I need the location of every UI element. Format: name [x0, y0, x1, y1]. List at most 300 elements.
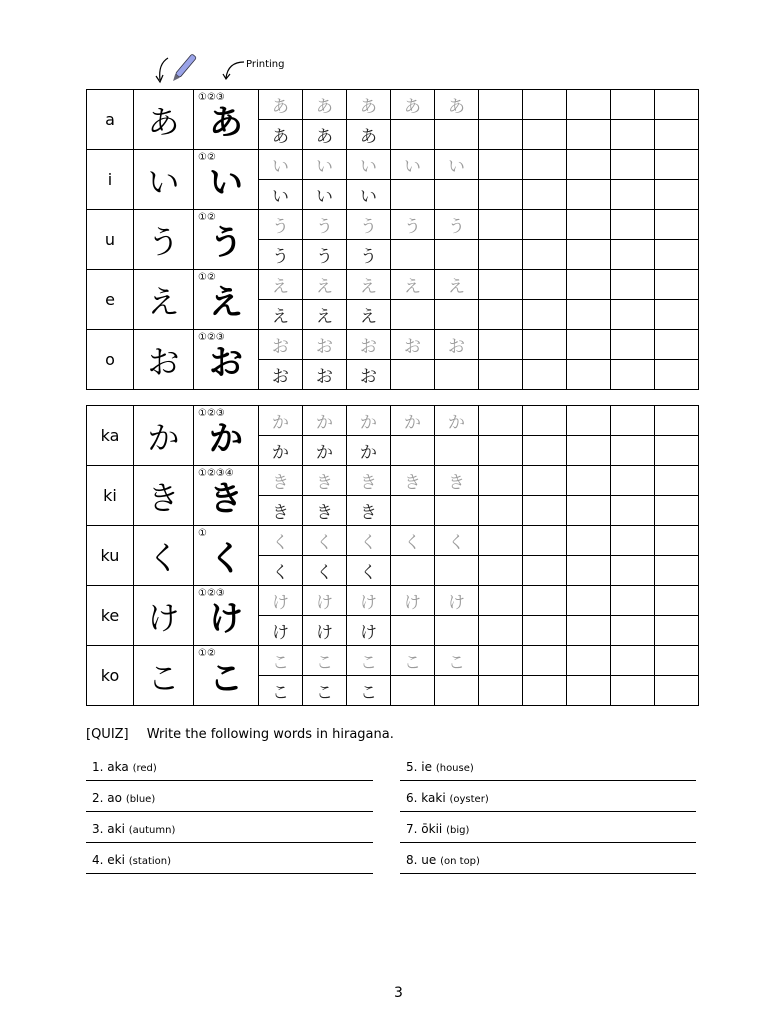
quiz-item — [400, 760, 696, 781]
handwritten-sample-cell: え — [347, 300, 391, 330]
trace-cell: け — [303, 586, 347, 616]
romaji-label: ka — [87, 406, 134, 466]
printed-kana — [194, 270, 259, 330]
trace-cell: お — [435, 330, 479, 360]
printed-kana — [194, 210, 259, 270]
trace-cell: い — [259, 150, 303, 180]
blank-cell — [435, 616, 479, 646]
trace-cell: こ — [435, 646, 479, 676]
blank-cell — [611, 150, 655, 180]
trace-cell: き — [391, 466, 435, 496]
trace-cell: か — [347, 406, 391, 436]
blank-cell — [523, 330, 567, 360]
quiz-item — [86, 853, 373, 874]
blank-cell — [611, 90, 655, 120]
blank-cell — [655, 300, 699, 330]
quiz-item-word: ao — [107, 791, 122, 805]
blank-cell — [567, 466, 611, 496]
blank-cell — [611, 300, 655, 330]
quiz-item-number: 5. — [406, 760, 418, 774]
blank-cell — [391, 240, 435, 270]
printed-kana — [194, 90, 259, 150]
printed-kana-glyph: あ — [209, 103, 243, 143]
kana-row-ke — [87, 586, 699, 616]
blank-cell — [435, 300, 479, 330]
trace-cell: け — [435, 586, 479, 616]
trace-cell: け — [347, 586, 391, 616]
trace-cell: い — [303, 150, 347, 180]
stroke-order-marks: ①②③ — [198, 92, 225, 103]
blank-cell — [523, 90, 567, 120]
blank-cell — [523, 496, 567, 526]
quiz-instruction: Write the following words in hiragana. — [146, 727, 394, 742]
blank-cell — [391, 436, 435, 466]
quiz-item-number: 1. — [92, 760, 104, 774]
blank-cell — [479, 586, 523, 616]
romaji-label: u — [87, 210, 134, 270]
quiz-item-number: 3. — [92, 822, 104, 836]
blank-cell — [523, 586, 567, 616]
blank-cell — [479, 406, 523, 436]
romaji-label: ku — [87, 526, 134, 586]
trace-cell: か — [259, 406, 303, 436]
printed-kana — [194, 150, 259, 210]
trace-cell: く — [435, 526, 479, 556]
blank-cell — [391, 556, 435, 586]
trace-cell: こ — [391, 646, 435, 676]
blank-cell — [391, 120, 435, 150]
romaji-label: ke — [87, 586, 134, 646]
blank-cell — [479, 330, 523, 360]
printed-kana-glyph: き — [209, 479, 243, 519]
romaji-label: i — [87, 150, 134, 210]
handwritten-sample-cell: く — [303, 556, 347, 586]
romaji-label: a — [87, 90, 134, 150]
quiz-item-number: 2. — [92, 791, 104, 805]
blank-cell — [567, 90, 611, 120]
trace-cell: い — [347, 150, 391, 180]
blank-cell — [479, 90, 523, 120]
cursive-kana: い — [134, 150, 194, 210]
blank-cell — [655, 210, 699, 240]
handwritten-sample-cell: う — [303, 240, 347, 270]
trace-cell: お — [259, 330, 303, 360]
blank-cell — [611, 466, 655, 496]
quiz-item-word: ie — [421, 760, 432, 774]
quiz-item-meaning: (on top) — [440, 856, 480, 867]
blank-cell — [523, 436, 567, 466]
blank-cell — [611, 330, 655, 360]
blank-cell — [611, 210, 655, 240]
blank-cell — [655, 330, 699, 360]
handwritten-sample-cell: け — [303, 616, 347, 646]
blank-cell — [655, 676, 699, 706]
stroke-order-marks: ①② — [198, 212, 216, 223]
pen-icon — [150, 50, 210, 90]
blank-cell — [523, 300, 567, 330]
blank-cell — [655, 360, 699, 390]
blank-cell — [611, 180, 655, 210]
blank-cell — [567, 646, 611, 676]
trace-cell: き — [303, 466, 347, 496]
blank-cell — [523, 676, 567, 706]
blank-cell — [611, 586, 655, 616]
trace-cell: え — [391, 270, 435, 300]
blank-cell — [523, 646, 567, 676]
blank-cell — [479, 526, 523, 556]
blank-cell — [479, 300, 523, 330]
printed-kana — [194, 406, 259, 466]
blank-cell — [567, 556, 611, 586]
trace-cell: え — [259, 270, 303, 300]
quiz-item-meaning: (big) — [446, 825, 470, 836]
quiz-item — [86, 791, 373, 812]
kana-row-ko — [87, 646, 699, 676]
trace-cell: こ — [259, 646, 303, 676]
blank-cell — [611, 406, 655, 436]
quiz-item-meaning: (oyster) — [449, 794, 489, 805]
trace-cell: く — [347, 526, 391, 556]
trace-cell: け — [259, 586, 303, 616]
handwritten-sample-cell: お — [303, 360, 347, 390]
blank-cell — [523, 270, 567, 300]
k-row-practice-table — [86, 405, 699, 706]
blank-cell — [611, 496, 655, 526]
trace-cell: あ — [391, 90, 435, 120]
cursive-kana: こ — [134, 646, 194, 706]
blank-cell — [655, 616, 699, 646]
blank-cell — [567, 616, 611, 646]
blank-cell — [611, 646, 655, 676]
blank-cell — [479, 466, 523, 496]
quiz-item-word: aka — [107, 760, 129, 774]
trace-cell: き — [259, 466, 303, 496]
trace-cell: あ — [303, 90, 347, 120]
handwritten-sample-cell: う — [259, 240, 303, 270]
blank-cell — [479, 120, 523, 150]
cursive-kana: く — [134, 526, 194, 586]
blank-cell — [479, 646, 523, 676]
handwritten-sample-cell: う — [347, 240, 391, 270]
blank-cell — [655, 496, 699, 526]
blank-cell — [435, 240, 479, 270]
blank-cell — [655, 556, 699, 586]
blank-cell — [611, 240, 655, 270]
trace-cell: く — [259, 526, 303, 556]
vowel-practice-table — [86, 89, 699, 390]
handwritten-sample-cell: お — [347, 360, 391, 390]
blank-cell — [655, 436, 699, 466]
trace-cell: う — [391, 210, 435, 240]
printed-kana — [194, 646, 259, 706]
stroke-order-marks: ① — [198, 528, 207, 539]
trace-cell: か — [391, 406, 435, 436]
blank-cell — [567, 496, 611, 526]
blank-cell — [611, 120, 655, 150]
trace-cell: か — [303, 406, 347, 436]
trace-cell: う — [435, 210, 479, 240]
trace-cell: こ — [347, 646, 391, 676]
handwritten-sample-cell: く — [259, 556, 303, 586]
trace-cell: お — [391, 330, 435, 360]
trace-cell: け — [391, 586, 435, 616]
handwritten-sample-cell: き — [303, 496, 347, 526]
quiz-item-meaning: (red) — [132, 763, 157, 774]
quiz-item-word: eki — [107, 853, 125, 867]
blank-cell — [523, 360, 567, 390]
blank-cell — [391, 496, 435, 526]
trace-cell: う — [347, 210, 391, 240]
trace-cell: き — [435, 466, 479, 496]
blank-cell — [611, 556, 655, 586]
blank-cell — [611, 616, 655, 646]
handwritten-sample-cell: け — [259, 616, 303, 646]
handwritten-sample-cell: あ — [347, 120, 391, 150]
printing-label: Printing — [246, 59, 285, 70]
kana-row-o — [87, 330, 699, 360]
blank-cell — [567, 676, 611, 706]
handwritten-sample-cell: こ — [303, 676, 347, 706]
blank-cell — [479, 270, 523, 300]
printed-kana-glyph: け — [209, 599, 243, 639]
blank-cell — [655, 466, 699, 496]
blank-cell — [611, 676, 655, 706]
blank-cell — [479, 556, 523, 586]
blank-cell — [523, 406, 567, 436]
blank-cell — [523, 210, 567, 240]
cursive-kana: あ — [134, 90, 194, 150]
blank-cell — [567, 436, 611, 466]
blank-cell — [479, 150, 523, 180]
quiz-item-meaning: (station) — [128, 856, 171, 867]
handwritten-sample-cell: い — [303, 180, 347, 210]
handwritten-sample-cell: か — [347, 436, 391, 466]
handwritten-sample-cell: あ — [303, 120, 347, 150]
blank-cell — [435, 676, 479, 706]
blank-cell — [611, 270, 655, 300]
romaji-label: e — [87, 270, 134, 330]
blank-cell — [523, 556, 567, 586]
blank-cell — [655, 586, 699, 616]
romaji-label: ki — [87, 466, 134, 526]
printed-kana-glyph: い — [209, 163, 243, 203]
blank-cell — [567, 210, 611, 240]
stroke-order-marks: ①②③ — [198, 408, 225, 419]
quiz-item-number: 4. — [92, 853, 104, 867]
printed-kana-glyph: か — [209, 419, 243, 459]
kana-row-u — [87, 210, 699, 240]
quiz-item — [400, 822, 696, 843]
blank-cell — [655, 406, 699, 436]
blank-cell — [567, 330, 611, 360]
handwritten-sample-cell: か — [303, 436, 347, 466]
blank-cell — [655, 120, 699, 150]
blank-cell — [655, 180, 699, 210]
quiz-tag: [QUIZ] — [86, 727, 129, 742]
blank-cell — [523, 526, 567, 556]
quiz-item — [400, 853, 696, 874]
blank-cell — [655, 90, 699, 120]
blank-cell — [479, 676, 523, 706]
trace-cell: あ — [347, 90, 391, 120]
trace-cell: き — [347, 466, 391, 496]
stroke-order-marks: ①② — [198, 272, 216, 283]
quiz-item-meaning: (blue) — [125, 794, 156, 805]
quiz-heading — [86, 727, 394, 742]
stroke-order-marks: ①② — [198, 648, 216, 659]
blank-cell — [567, 120, 611, 150]
printed-kana-glyph: お — [209, 343, 243, 383]
blank-cell — [567, 240, 611, 270]
kana-row-ka — [87, 406, 699, 436]
trace-cell: く — [391, 526, 435, 556]
trace-cell: く — [303, 526, 347, 556]
blank-cell — [435, 496, 479, 526]
printed-kana-glyph: く — [209, 539, 243, 579]
cursive-kana: う — [134, 210, 194, 270]
blank-cell — [611, 526, 655, 556]
blank-cell — [611, 436, 655, 466]
quiz-item-meaning: (house) — [435, 763, 474, 774]
blank-cell — [479, 210, 523, 240]
quiz-item-word: aki — [107, 822, 125, 836]
quiz-item-number: 6. — [406, 791, 418, 805]
blank-cell — [391, 180, 435, 210]
romaji-label: o — [87, 330, 134, 390]
blank-cell — [655, 270, 699, 300]
handwritten-sample-cell: き — [347, 496, 391, 526]
quiz-item-number: 7. — [406, 822, 418, 836]
trace-cell: え — [303, 270, 347, 300]
blank-cell — [435, 180, 479, 210]
blank-cell — [567, 180, 611, 210]
printed-kana — [194, 586, 259, 646]
quiz-item-number: 8. — [406, 853, 418, 867]
blank-cell — [655, 150, 699, 180]
stroke-order-marks: ①②③ — [198, 588, 225, 599]
quiz-item — [86, 760, 373, 781]
blank-cell — [479, 616, 523, 646]
blank-cell — [435, 436, 479, 466]
handwritten-sample-cell: お — [259, 360, 303, 390]
trace-cell: え — [347, 270, 391, 300]
trace-cell: お — [303, 330, 347, 360]
trace-cell: あ — [435, 90, 479, 120]
blank-cell — [523, 120, 567, 150]
quiz-item-meaning: (autumn) — [128, 825, 176, 836]
printed-kana — [194, 466, 259, 526]
blank-cell — [479, 360, 523, 390]
blank-cell — [391, 300, 435, 330]
handwritten-sample-cell: あ — [259, 120, 303, 150]
handwritten-sample-cell: え — [303, 300, 347, 330]
romaji-label: ko — [87, 646, 134, 706]
handwritten-sample-cell: き — [259, 496, 303, 526]
header-row — [0, 50, 768, 90]
quiz-item-word: ue — [421, 853, 437, 867]
blank-cell — [567, 526, 611, 556]
blank-cell — [479, 180, 523, 210]
quiz-item-word: ōkii — [421, 822, 443, 836]
kana-row-e — [87, 270, 699, 300]
page-number: 3 — [394, 985, 403, 1001]
trace-cell: う — [259, 210, 303, 240]
handwritten-sample-cell: か — [259, 436, 303, 466]
kana-row-ku — [87, 526, 699, 556]
handwritten-sample-cell: け — [347, 616, 391, 646]
blank-cell — [391, 616, 435, 646]
printed-kana-glyph: う — [209, 223, 243, 263]
blank-cell — [435, 556, 479, 586]
handwritten-sample-cell: い — [259, 180, 303, 210]
blank-cell — [479, 240, 523, 270]
blank-cell — [523, 180, 567, 210]
trace-cell: こ — [303, 646, 347, 676]
blank-cell — [523, 466, 567, 496]
cursive-kana: け — [134, 586, 194, 646]
blank-cell — [567, 300, 611, 330]
handwritten-sample-cell: え — [259, 300, 303, 330]
kana-row-i — [87, 150, 699, 180]
blank-cell — [523, 150, 567, 180]
blank-cell — [611, 360, 655, 390]
kana-row-a — [87, 90, 699, 120]
printed-kana — [194, 526, 259, 586]
blank-cell — [567, 150, 611, 180]
trace-cell: い — [435, 150, 479, 180]
stroke-order-marks: ①②③④ — [198, 468, 234, 479]
cursive-kana: か — [134, 406, 194, 466]
blank-cell — [567, 586, 611, 616]
trace-cell: お — [347, 330, 391, 360]
blank-cell — [655, 526, 699, 556]
quiz-item — [400, 791, 696, 812]
blank-cell — [435, 120, 479, 150]
quiz-item — [86, 822, 373, 843]
cursive-kana: き — [134, 466, 194, 526]
trace-cell: い — [391, 150, 435, 180]
cursive-kana: お — [134, 330, 194, 390]
printed-kana-glyph: こ — [209, 659, 243, 699]
handwritten-sample-cell: こ — [347, 676, 391, 706]
blank-cell — [567, 406, 611, 436]
blank-cell — [435, 360, 479, 390]
printed-kana — [194, 330, 259, 390]
kana-row-ki — [87, 466, 699, 496]
trace-cell: え — [435, 270, 479, 300]
blank-cell — [479, 496, 523, 526]
blank-cell — [655, 646, 699, 676]
printed-kana-glyph: え — [209, 283, 243, 323]
handwritten-sample-cell: く — [347, 556, 391, 586]
trace-cell: あ — [259, 90, 303, 120]
blank-cell — [523, 616, 567, 646]
trace-cell: う — [303, 210, 347, 240]
blank-cell — [567, 360, 611, 390]
quiz-item-word: kaki — [421, 791, 446, 805]
curved-arrow-icon — [222, 58, 246, 82]
blank-cell — [391, 360, 435, 390]
cursive-kana: え — [134, 270, 194, 330]
stroke-order-marks: ①②③ — [198, 332, 225, 343]
trace-cell: か — [435, 406, 479, 436]
blank-cell — [655, 240, 699, 270]
handwritten-sample-cell: い — [347, 180, 391, 210]
stroke-order-marks: ①② — [198, 152, 216, 163]
blank-cell — [391, 676, 435, 706]
handwritten-sample-cell: こ — [259, 676, 303, 706]
blank-cell — [567, 270, 611, 300]
